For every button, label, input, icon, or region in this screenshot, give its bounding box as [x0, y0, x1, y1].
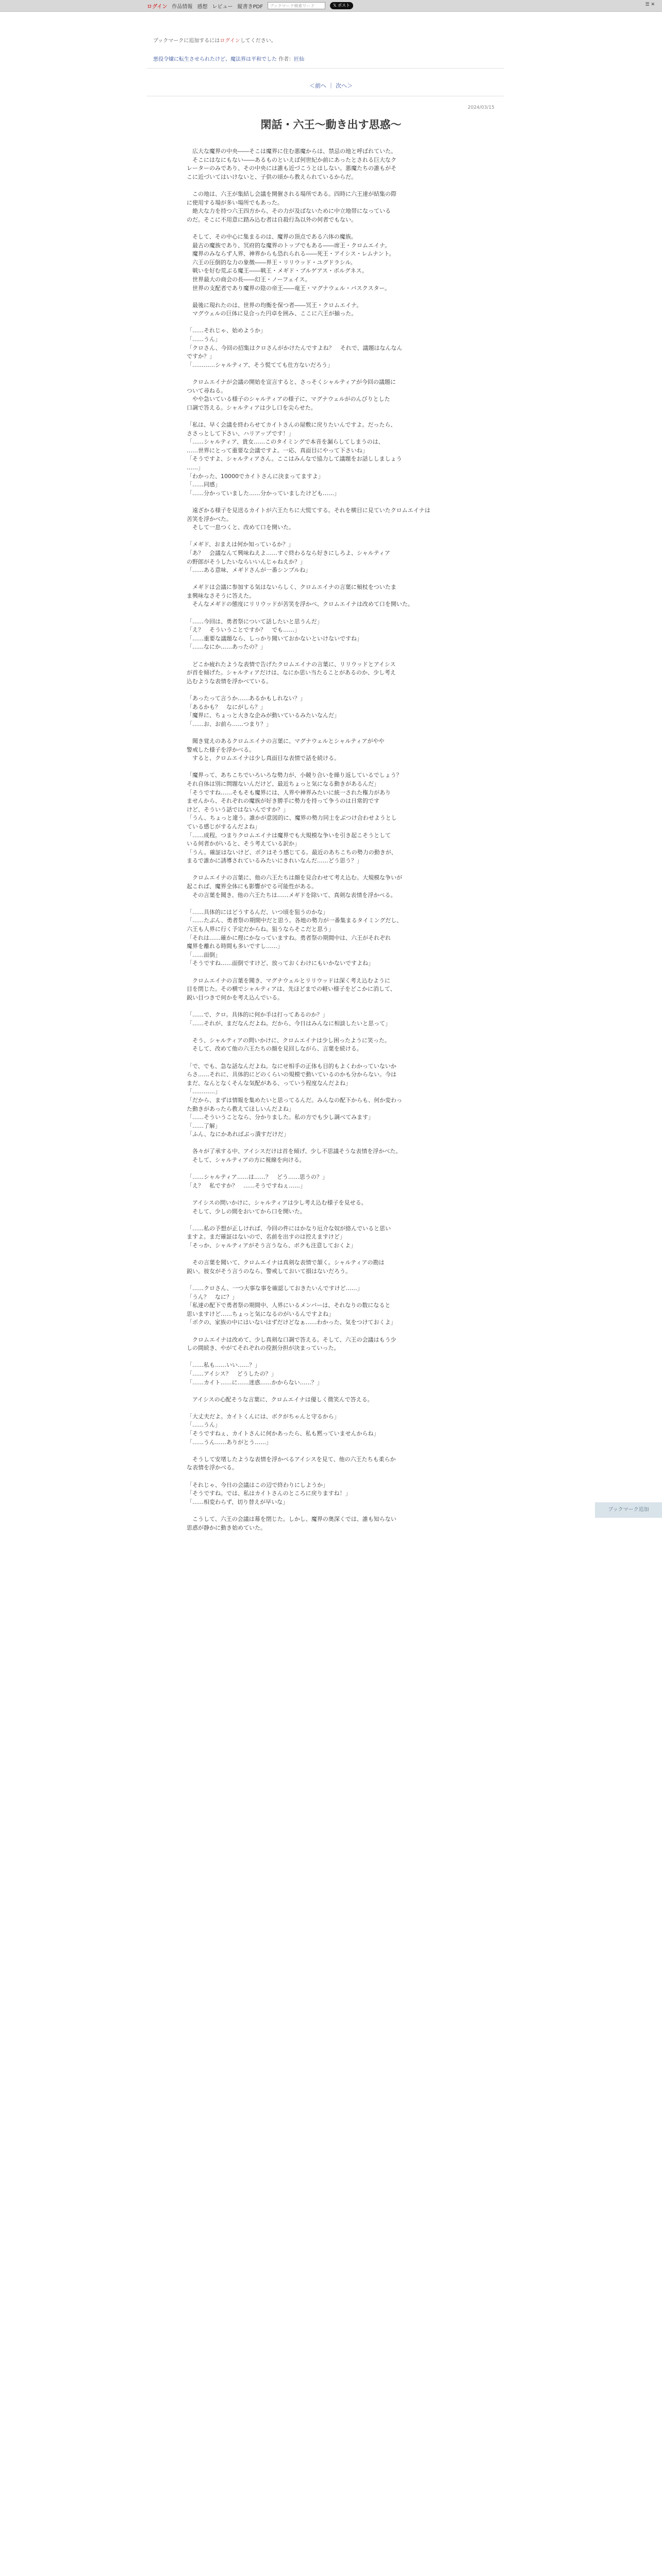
body-line	[187, 866, 464, 874]
body-line: しの間続き、やがてそれぞれの役割分担が決まっていった。	[187, 1345, 340, 1352]
body-line: 「……シャルティア、貴女……このタイミングで本音を漏らしてしまうのは、	[187, 438, 384, 446]
body-line: 戦いを好む荒ぶる魔王――戦王・メギド・ブルゲアス・ボルグネス。	[187, 267, 368, 275]
body-line: けど、そういう話ではないんですか？」	[187, 806, 289, 813]
body-line	[187, 1216, 464, 1225]
bookmark-notice-prefix: ブックマークに追加するには	[153, 38, 220, 44]
body-line: 「そうですね……そもそも魔界には、人界や神界みたいに統一された権力があり	[187, 789, 391, 796]
body-line: その言葉を聞いて、クロムエイナは真剣な表情で頷く。シャルティアの勘は	[187, 1259, 385, 1266]
body-line: どこか疲れたような表情で告げたクロムエイナの言葉に、リリウッドとアイシス	[187, 660, 396, 668]
body-line: そして、改めて他の六王たちの顔を見回しながら、言葉を続ける。	[187, 1045, 362, 1053]
body-line	[187, 224, 464, 233]
divider	[147, 68, 504, 69]
body-line: に使用する場が多い場所でもあった。	[187, 199, 283, 206]
body-line	[187, 652, 464, 660]
body-line	[187, 1028, 464, 1037]
body-line: 「うん。確証はないけど、ボクはそう感じてる。最近のあちこちの勢力の動きが、	[187, 849, 397, 856]
bookmark-login-link[interactable]: ログイン	[220, 38, 240, 44]
body-line: クロムエイナが会議の開始を宣言すると、さっそくシャルティアが今回の議題に	[187, 379, 396, 386]
body-line: 「え？ 私ですか？ ……そうですねぇ……」	[187, 1182, 306, 1189]
body-line: そんなメギドの態度にリリウッドが苦笑を浮かべ、クロムエイナは改めて口を開いた。	[187, 601, 413, 608]
body-line	[187, 1165, 464, 1174]
body-line: 「……同感」	[187, 481, 221, 488]
body-line: 最古の魔族であり、冥府的な魔界のトップでもある――席王・クロムエイナ。	[187, 242, 391, 249]
body-line: 「魔界って、あちこちでいろいろな勢力が、小競り合いを繰り返しているでしょう？	[187, 772, 402, 779]
body-line: 「私は、早く会議を終わらせてカイトさんの屋敷に戻りたいんですよ。だったら、	[187, 421, 396, 428]
body-line: 口調で答える。シャルティアは少し口を尖らせた。	[187, 404, 317, 411]
body-line: 「あったって言うか……あるかもしれない？」	[187, 695, 306, 702]
bookmark-notice-suffix: してください。	[240, 38, 276, 44]
body-line: その言葉を聞き、他の六王たちは……メギドを除いて、真剣な表情を浮かべる。	[187, 891, 396, 899]
body-line: 「そうですねぇ、カイトさんに何かあったら、私も黙っていませんからね」	[187, 1430, 379, 1437]
body-line: 聞き覚えのあるクロムエイナの言葉に、マグナウェルとシャルティアがやや	[187, 737, 385, 744]
body-line: レーターのみであり、その中央には誰も近づこうとはしない。悪魔たちの誰もがそ	[187, 165, 396, 172]
body-line: 「うん？ なに？」	[187, 1293, 238, 1300]
body-line	[187, 1190, 464, 1199]
body-line	[187, 968, 464, 977]
body-line: 思いますけど……ちょっと気になるのがいるんですよね」	[187, 1310, 334, 1317]
body-line: 「メギド、おまえは何か知っているか？」	[187, 541, 294, 548]
body-line	[187, 1506, 464, 1515]
body-line	[187, 181, 464, 190]
nav-item-info[interactable]: 作品情報	[172, 4, 193, 10]
body-line: らさ……それに、具体的にどのくらいの規模で動いているのかも分からない。今は	[187, 1071, 396, 1078]
body-line: 「ボクの、家族の中にはいないはずだけどなぁ……わかった、気をつけておくよ」	[187, 1319, 396, 1326]
body-line: ますよ。まだ確証はないので、名前を出すのは控えますけど」	[187, 1233, 345, 1241]
body-line: 広大な魔界の中央――そこは魔界に住む悪魔からは、禁忌の地と呼ばれていた。	[187, 148, 396, 155]
body-line: ている感じがするんだよね」	[187, 823, 260, 830]
body-line: メギドは会議に参加する気はないらしく、クロムエイナの言葉に頬杖をついたま	[187, 584, 396, 591]
body-line	[187, 1447, 464, 1455]
body-line: そして、シャルティアの方に視線を向ける。	[187, 1157, 305, 1164]
body-line: こうして、六王の会議は幕を閉じた。しかし、魔界の奥深くでは、誰も知らない	[187, 1516, 396, 1522]
body-line: 「……了解」	[187, 1122, 221, 1129]
body-line: ……」	[187, 464, 204, 471]
body-line	[187, 609, 464, 618]
body-line: 世界の支配者であり魔界の陰の帝王――竜王・マグナウェル・バスクスター。	[187, 284, 391, 292]
body-line: の野郎がそうしたいならいいんじゃねえか？」	[187, 558, 306, 565]
body-line: 苦笑を浮かべた。	[187, 515, 232, 522]
author-link[interactable]: 匠仙	[294, 57, 305, 62]
body-line: た動きがあったら教えてほしいんだよね」	[187, 1105, 294, 1112]
body-line: 込むような表情を浮かべている。	[187, 677, 272, 685]
body-line: 「うん、ちょっと違う。誰かが意図的に、魔界の勢力同士をぶつけ合わせようとし	[187, 815, 397, 822]
body-line: 魔界を離れる時間も多いですし……」	[187, 943, 283, 950]
body-line: 思惑が静かに動き始めていた。	[187, 1524, 266, 1531]
author-label: 作者：	[278, 57, 294, 62]
nav-separator: ｜	[328, 82, 334, 89]
body-line	[187, 498, 464, 506]
body-line: 「…………シャルティア、そう慌てても仕方ないだろう」	[187, 361, 334, 368]
body-line	[187, 575, 464, 584]
body-line: 最後に現れたのは、世界の均衡を保つ者――冥王・クロムエイナ。	[187, 301, 362, 309]
body-line: マグウェルの巨体に見合った円卓を囲み、ここに六王が揃った。	[187, 310, 357, 317]
body-line: クロムエイナは改めて、少し真剣な口調で答える。そして、六王の会議はもう少	[187, 1336, 396, 1343]
body-line: 「……うん」	[187, 1421, 221, 1429]
body-line: 「……今回は、勇者祭について話したいと思うんだ」	[187, 618, 323, 625]
body-line: こに近づいてはいけないと、子供の頃から教えられているからだ。	[187, 173, 357, 180]
body-line: 「…………」	[187, 1088, 221, 1095]
body-line: 「魔界に、ちょっと大きな企みが動いているみたいなんだ」	[187, 712, 340, 719]
body-line: 「で、でも、急な話なんだよね。なにせ相手の正体も目的もよくわかっていないか	[187, 1062, 396, 1070]
body-line: 「……シャルティア……は……？ どう……思うの？」	[187, 1174, 328, 1181]
body-line: まだ、なんとなくそんな気配がある、っていう程度なんだよね」	[187, 1079, 351, 1087]
body-line: 「私達の配下で勇者祭の期間中、人界にいるメンバーは、それなりの数になると	[187, 1302, 391, 1309]
body-line: 「そうですよ、シャルティアさん。ここはみんなで協力して議題をお話ししましょう	[187, 455, 402, 463]
body-line: ついて尋ねる。	[187, 387, 226, 394]
body-line: 目を閉じた。その横でシャルティアは、先ほどまでの軽い様子をどこかに消して、	[187, 986, 396, 993]
nav-item-review2[interactable]: レビュー	[212, 4, 233, 10]
body-line	[187, 1404, 464, 1413]
body-line: 六王の圧倒的な力の象徴――界王・リリウッド・ユグドラシル。	[187, 259, 356, 266]
body-line	[187, 1250, 464, 1259]
body-line: 「……具体的にはどうするんだ、いつ頃を狙うのかな」	[187, 908, 328, 916]
body-line	[187, 1054, 464, 1062]
body-line: な表情を浮かべる。	[187, 1464, 238, 1471]
body-line: 「……面倒」	[187, 951, 221, 958]
bookmark-side-tab[interactable]: ブックマーク追加	[595, 1502, 662, 1518]
body-line: 「わかった、10000でカイトさんに決まってますよ」	[187, 472, 324, 480]
body-line: ませんから、それぞれの魔族が好き勝手に勢力を持って争うのは日常的です	[187, 798, 379, 805]
body-line: そこにはなにもない――あるものといえば何世紀か前にあったとされる巨大なク	[187, 156, 396, 163]
body-line: 「……成程。つまりクロムエイナは魔界でも大規模な争いを引き起こそうとして	[187, 832, 391, 839]
body-line	[187, 369, 464, 378]
body-line: 六王も人界に行く予定だからね。狙うならそこだと思う」	[187, 926, 334, 933]
body-line: 「大丈夫だよ。カイトくんには、ボクがちゃんと守るから」	[187, 1413, 340, 1420]
body-line: 「え？ そういうことですか？ でも……」	[187, 626, 300, 634]
body-line: 世界最大の商会の長――幻王・ノーフェイス。	[187, 276, 311, 283]
body-line	[187, 728, 464, 737]
body-line: 「……ある意味、メギドさんが一番シンプルね」	[187, 567, 311, 574]
nav-item-pdf[interactable]: 縦書きPDF	[237, 4, 263, 10]
body-line: 「それは……確かに理にかなっていますね。勇者祭の期間中は、六王がそれぞれ	[187, 934, 391, 941]
series-line	[153, 55, 304, 62]
body-line: それ自体は別に問題ないんだけど、最近ちょっと気になる動きがあるんだ」	[187, 780, 379, 787]
body-line: いる何者かがいると、そう考えている訳か」	[187, 840, 300, 848]
body-line	[187, 1276, 464, 1284]
menu-icon[interactable]: ☰ ✕	[645, 2, 655, 7]
body-line: 「あるかも？ なにがしら？」	[187, 703, 266, 710]
bookmark-search-input[interactable]: ブックマーク検索ワード	[268, 2, 325, 9]
body-line	[187, 1139, 464, 1148]
body-line	[187, 412, 464, 421]
nav-item-review[interactable]: 感想	[197, 4, 208, 10]
body-line: 「ふん、なにかあればぶっ潰すだけだ」	[187, 1131, 289, 1138]
body-line: 「そっか、シャルティアがそう言うなら、ボクも注意しておくよ」	[187, 1242, 356, 1249]
body-line: 「……うん……ありがとう……」	[187, 1438, 272, 1446]
next-chapter-link[interactable]: 次へ＞	[336, 82, 353, 89]
body-line: 「……アイシス？ どうしたの？」	[187, 1370, 277, 1377]
body-line: 「……たぶん、勇者祭の期間中だと思う。各地の勢力が一番集まるタイミングだし、	[187, 917, 403, 924]
body-line: 「……で、クロ。具体的に何か手は打ってあるのか？」	[187, 1011, 328, 1018]
body-line: アイシスの問いかけに、シャルティアは少し考え込む様子を見せる。	[187, 1199, 367, 1207]
body-line: 絶大な力を持つ六王四方から、その力が及ばないために中立地帯になっている	[187, 208, 391, 215]
body-line: 「……そういうことなら、分かりました。私の方でも少し調べてみます」	[187, 1114, 374, 1121]
body-line	[187, 1472, 464, 1481]
body-line	[187, 1387, 464, 1396]
body-line: のだ。そこに不用意に踏み込む者は自殺行為以外の何者でもない。	[187, 216, 357, 223]
body-line: この地は、六王が集結し会議を開催される場所である。四時に六王達が結集の際	[187, 190, 396, 197]
body-line: クロムエイナの言葉に、他の六王たちは顔を見合わせて考え込む。大規模な争いが	[187, 874, 402, 882]
body-line: 「……分かっていました……分かっていましたけども……」	[187, 489, 340, 497]
body-line: そして、その中心に集まるのは、魔界の頂点である六体の魔族。	[187, 233, 357, 240]
body-line: 「あ？ 会議なんて興味ねえよ……すぐ終わるなら好きにしろよ、シャルティア	[187, 549, 390, 556]
x-post-button[interactable]: 𝕏 ポスト	[330, 2, 353, 9]
body-line	[187, 900, 464, 908]
body-line: 魔界のみならず人界、神界からも恐れられる――死王・アイシス・レムナント。	[187, 250, 395, 258]
body-line: 警戒した様子を浮かべる。	[187, 746, 255, 753]
chapter-body	[187, 147, 464, 1532]
body-line	[187, 686, 464, 694]
body-line: 「……なにか……あったの？」	[187, 643, 266, 651]
body-line: 「そうですね……面倒ですけど、放っておくわけにもいかないですよね」	[187, 960, 374, 967]
body-line: やや急いている様子のシャルティアの様子に、マグナウェルがのんびりとした	[187, 396, 390, 403]
body-line: 「……それじゃ、始めようか」	[187, 327, 266, 334]
body-line: 起これば、魔界全体にも影響がでる可能性がある。	[187, 883, 317, 890]
body-line: 「そうですね。では、私はカイトさんのところに戻りますね！」	[187, 1490, 351, 1497]
login-link[interactable]: ログイン	[147, 4, 168, 10]
body-line: 「……それが、まだなんだよね。だから、今日はみんなに相談したいと思って」	[187, 1020, 391, 1027]
body-line: 「……相変わらず、切り替えが早いな」	[187, 1498, 289, 1505]
body-line: 「……私も……いい……？」	[187, 1362, 260, 1369]
body-line	[187, 293, 464, 301]
body-line: そうして安堵したような表情を浮かべるアイシスを見て、他の六王たちも柔らか	[187, 1455, 396, 1463]
body-line: が首を傾げた。シャルティアだけは、なにか思い当たることがあるのか、少し考え	[187, 669, 396, 676]
body-line: 「クロさん、今回の招集はクロさんがかけたんですよね？ それで、議題はなんなん	[187, 344, 403, 351]
prev-chapter-link[interactable]: ＜前へ	[309, 82, 326, 89]
body-line: ですか？」	[187, 353, 215, 360]
body-line: 「……私の予想が正しければ、今回の件にはかなり厄介な奴が絡んでいると思い	[187, 1225, 391, 1232]
body-line: ささっとして下さい、ハリアップです！」	[187, 430, 294, 437]
body-line: そして、少しの間をおいてから口を開いた。	[187, 1208, 306, 1215]
top-bar	[0, 0, 662, 12]
series-title-link[interactable]: 悪役令嬢に転生させられたけど、魔法界は平和でした	[153, 57, 277, 62]
publish-date: 2024/03/15	[468, 105, 494, 110]
body-line	[187, 1327, 464, 1336]
bookmark-notice	[153, 36, 276, 44]
body-line	[187, 1353, 464, 1362]
chapter-title: 閑話・六王〜動き出す思惑〜	[260, 118, 402, 131]
body-line: 各々が了承する中、アイシスだけは首を傾げ、少し不思議そうな表情を浮かべた。	[187, 1148, 402, 1155]
body-line	[187, 318, 464, 327]
body-line: 鋭い。彼女がそう言うのなら、警戒しておいて損はないだろう。	[187, 1267, 351, 1275]
body-line: すると、クロムエイナは少し真面目な表情で話を続ける。	[187, 755, 340, 762]
body-line: 「……うん」	[187, 336, 221, 343]
body-line: 「……クロさん、一つ大事な事を確認しておきたいんですけど……」	[187, 1284, 363, 1292]
top-bar-nav	[147, 0, 353, 11]
body-line: 「……カイト……に……迷惑……かからない……？」	[187, 1379, 323, 1386]
body-line: 鋭い目つきで何かを考え込んでいる。	[187, 994, 283, 1001]
body-line	[187, 532, 464, 541]
body-line: 「それじゃ、今日の会議はこの辺で終わりにしようか」	[187, 1481, 328, 1488]
body-line: アイシスの心配そうな言葉に、クロムエイナは優しく微笑んで答える。	[187, 1396, 373, 1403]
body-line: 「だから、まずは情報を集めたいと思ってるんだ。みんなの配下からも、何か変わっ	[187, 1096, 402, 1104]
body-line: ま興味なさそうに答えた。	[187, 592, 255, 599]
body-line: まるで誰かに誘導されているみたいにきれいなんだ……どう思う？」	[187, 857, 362, 865]
body-line: ……世界にとって重要な会議ですよ。一応、真面目にやって下さいね」	[187, 447, 368, 454]
body-line: 「……お、お前ら……つまり？」	[187, 720, 272, 727]
chapter-nav	[0, 81, 662, 90]
body-line	[187, 763, 464, 772]
body-line	[187, 1002, 464, 1011]
body-line: 遠ざかる様子を見送るカイトが六王たちに大慌てする。それを横目に見ていたクロムエイナは	[187, 506, 431, 514]
body-line: そう、シャルティアの問いかけに、クロムエイナは少し困ったように笑った。	[187, 1037, 390, 1044]
body-line: クロムエイナの言葉を聞き、マグナウェルとリリウッドは深く考え込むように	[187, 977, 390, 984]
body-line: そして一息つくと、改めて口を開いた。	[187, 524, 294, 531]
body-line: 「……重要な議題なら、しっかり聞いておかないといけないですね」	[187, 635, 362, 642]
